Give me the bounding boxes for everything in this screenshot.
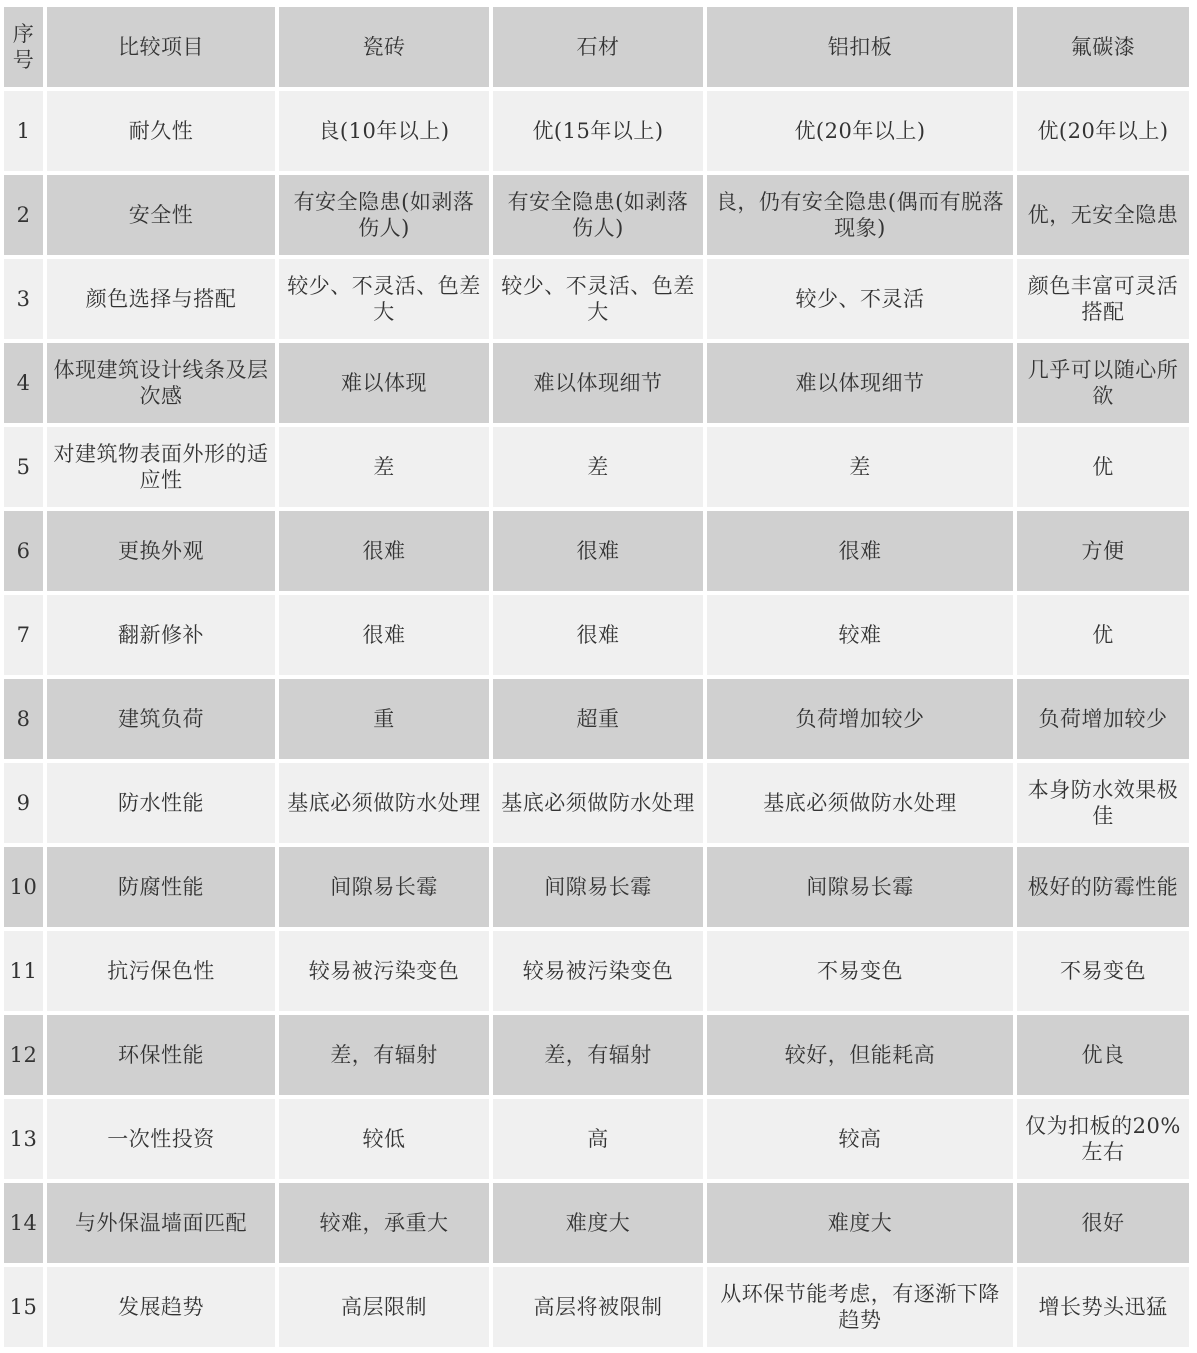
cell-tile: 很难 (279, 595, 489, 675)
cell-fluorocarbon-paint: 优 (1017, 427, 1189, 507)
cell-stone: 很难 (493, 511, 703, 591)
cell-aluminum-panel: 不易变色 (707, 931, 1013, 1011)
table-row (4, 1267, 1189, 1347)
cell-fluorocarbon-paint: 本身防水效果极佳 (1017, 763, 1189, 843)
cell-index: 11 (4, 931, 43, 1011)
cell-aluminum-panel: 较难 (707, 595, 1013, 675)
cell-fluorocarbon-paint: 负荷增加较少 (1017, 679, 1189, 759)
cell-stone: 优(15年以上) (493, 91, 703, 171)
cell-index: 4 (4, 343, 43, 423)
cell-tile: 难以体现 (279, 343, 489, 423)
table-row (4, 1099, 1189, 1179)
cell-fluorocarbon-paint: 优(20年以上) (1017, 91, 1189, 171)
table-row (4, 679, 1189, 759)
cell-item: 建筑负荷 (47, 679, 275, 759)
table-row (4, 1183, 1189, 1263)
header-cell-stone: 石材 (493, 7, 703, 87)
cell-aluminum-panel: 较好，但能耗高 (707, 1015, 1013, 1095)
cell-fluorocarbon-paint: 几乎可以随心所欲 (1017, 343, 1189, 423)
cell-aluminum-panel: 基底必须做防水处理 (707, 763, 1013, 843)
cell-tile: 较低 (279, 1099, 489, 1179)
cell-tile: 差，有辐射 (279, 1015, 489, 1095)
cell-stone: 高层将被限制 (493, 1267, 703, 1347)
cell-stone: 难度大 (493, 1183, 703, 1263)
cell-aluminum-panel: 难以体现细节 (707, 343, 1013, 423)
table-row (4, 511, 1189, 591)
cell-index: 6 (4, 511, 43, 591)
cell-item: 颜色选择与搭配 (47, 259, 275, 339)
table-row (4, 343, 1189, 423)
cell-index: 13 (4, 1099, 43, 1179)
cell-fluorocarbon-paint: 增长势头迅猛 (1017, 1267, 1189, 1347)
cell-tile: 有安全隐患(如剥落伤人) (279, 175, 489, 255)
cell-stone: 较少、不灵活、色差大 (493, 259, 703, 339)
cell-tile: 间隙易长霉 (279, 847, 489, 927)
table-row (4, 175, 1189, 255)
table-row (4, 427, 1189, 507)
cell-aluminum-panel: 难度大 (707, 1183, 1013, 1263)
cell-fluorocarbon-paint: 优 (1017, 595, 1189, 675)
cell-stone: 有安全隐患(如剥落伤人) (493, 175, 703, 255)
table-row (4, 1015, 1189, 1095)
cell-index: 5 (4, 427, 43, 507)
cell-fluorocarbon-paint: 颜色丰富可灵活搭配 (1017, 259, 1189, 339)
cell-item: 安全性 (47, 175, 275, 255)
cell-aluminum-panel: 优(20年以上) (707, 91, 1013, 171)
cell-stone: 超重 (493, 679, 703, 759)
cell-fluorocarbon-paint: 极好的防霉性能 (1017, 847, 1189, 927)
table-row (4, 259, 1189, 339)
cell-aluminum-panel: 从环保节能考虑，有逐渐下降趋势 (707, 1267, 1013, 1347)
comparison-table (0, 3, 1193, 1351)
cell-stone: 很难 (493, 595, 703, 675)
cell-index: 14 (4, 1183, 43, 1263)
cell-item: 一次性投资 (47, 1099, 275, 1179)
cell-aluminum-panel: 负荷增加较少 (707, 679, 1013, 759)
cell-aluminum-panel: 很难 (707, 511, 1013, 591)
cell-aluminum-panel: 良，仍有安全隐患(偶而有脱落现象) (707, 175, 1013, 255)
cell-index: 7 (4, 595, 43, 675)
cell-tile: 高层限制 (279, 1267, 489, 1347)
cell-item: 对建筑物表面外形的适应性 (47, 427, 275, 507)
cell-stone: 间隙易长霉 (493, 847, 703, 927)
cell-fluorocarbon-paint: 优，无安全隐患 (1017, 175, 1189, 255)
cell-item: 翻新修补 (47, 595, 275, 675)
table-row (4, 847, 1189, 927)
cell-tile: 很难 (279, 511, 489, 591)
cell-item: 耐久性 (47, 91, 275, 171)
cell-fluorocarbon-paint: 仅为扣板的20%左右 (1017, 1099, 1189, 1179)
cell-index: 8 (4, 679, 43, 759)
cell-index: 2 (4, 175, 43, 255)
cell-fluorocarbon-paint: 很好 (1017, 1183, 1189, 1263)
cell-aluminum-panel: 间隙易长霉 (707, 847, 1013, 927)
cell-aluminum-panel: 较高 (707, 1099, 1013, 1179)
table-row (4, 763, 1189, 843)
cell-index: 1 (4, 91, 43, 171)
table-row (4, 931, 1189, 1011)
header-cell-tile: 瓷砖 (279, 7, 489, 87)
cell-index: 15 (4, 1267, 43, 1347)
cell-stone: 差 (493, 427, 703, 507)
header-cell-item: 比较项目 (47, 7, 275, 87)
cell-tile: 较少、不灵活、色差大 (279, 259, 489, 339)
cell-aluminum-panel: 较少、不灵活 (707, 259, 1013, 339)
cell-tile: 重 (279, 679, 489, 759)
cell-stone: 难以体现细节 (493, 343, 703, 423)
cell-tile: 差 (279, 427, 489, 507)
cell-item: 环保性能 (47, 1015, 275, 1095)
cell-stone: 较易被污染变色 (493, 931, 703, 1011)
header-cell-index: 序号 (4, 7, 43, 87)
cell-tile: 基底必须做防水处理 (279, 763, 489, 843)
cell-index: 9 (4, 763, 43, 843)
cell-fluorocarbon-paint: 优良 (1017, 1015, 1189, 1095)
cell-fluorocarbon-paint: 方便 (1017, 511, 1189, 591)
cell-item: 体现建筑设计线条及层次感 (47, 343, 275, 423)
cell-index: 10 (4, 847, 43, 927)
cell-tile: 较难，承重大 (279, 1183, 489, 1263)
cell-item: 防腐性能 (47, 847, 275, 927)
cell-stone: 高 (493, 1099, 703, 1179)
cell-tile: 较易被污染变色 (279, 931, 489, 1011)
table-row (4, 595, 1189, 675)
cell-item: 防水性能 (47, 763, 275, 843)
cell-item: 发展趋势 (47, 1267, 275, 1347)
cell-stone: 差，有辐射 (493, 1015, 703, 1095)
cell-fluorocarbon-paint: 不易变色 (1017, 931, 1189, 1011)
cell-item: 更换外观 (47, 511, 275, 591)
cell-item: 抗污保色性 (47, 931, 275, 1011)
header-cell-fluorocarbon-paint: 氟碳漆 (1017, 7, 1189, 87)
header-cell-aluminum-panel: 铝扣板 (707, 7, 1013, 87)
header-row (4, 7, 1189, 87)
cell-item: 与外保温墙面匹配 (47, 1183, 275, 1263)
cell-stone: 基底必须做防水处理 (493, 763, 703, 843)
cell-index: 12 (4, 1015, 43, 1095)
table-row (4, 91, 1189, 171)
cell-aluminum-panel: 差 (707, 427, 1013, 507)
cell-index: 3 (4, 259, 43, 339)
cell-tile: 良(10年以上) (279, 91, 489, 171)
